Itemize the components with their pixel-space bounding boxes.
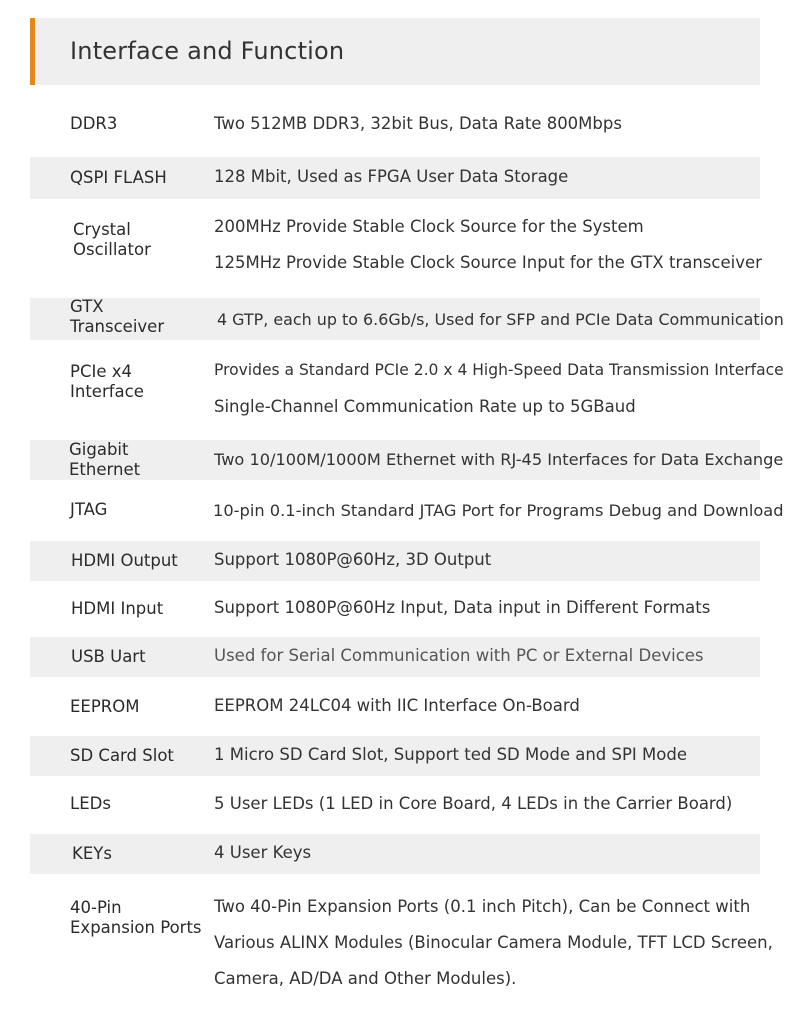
page-title: Interface and Function xyxy=(70,37,345,65)
row-label: DDR3 xyxy=(70,114,118,133)
table-row xyxy=(30,784,760,828)
row-label: PCIe x4 Interface xyxy=(70,362,144,401)
table-row xyxy=(30,834,760,874)
row-description: Two 512MB DDR3, 32bit Bus, Data Rate 800Mbps xyxy=(214,114,622,133)
table-row xyxy=(30,157,760,199)
row-label: GTX Transceiver xyxy=(70,297,165,336)
section-header xyxy=(30,18,760,85)
row-description: 4 User Keys xyxy=(214,843,312,862)
table-row xyxy=(30,348,784,432)
row-label: SD Card Slot xyxy=(70,746,174,765)
table-row xyxy=(30,100,760,148)
row-description: 4 GTP, each up to 6.6Gb/s, Used for SFP and PCIe Data Communication xyxy=(217,310,784,329)
row-description: Support 1080P@60Hz, 3D Output xyxy=(214,550,492,569)
row-label: KEYs xyxy=(72,844,112,863)
row-label: Crystal Oscillator xyxy=(73,220,151,259)
row-description: 125MHz Provide Stable Clock Source Input for the GTX transceiver xyxy=(214,253,762,272)
table-row xyxy=(30,736,760,776)
row-label: HDMI Input xyxy=(71,599,164,618)
header-accent-bar xyxy=(30,18,35,85)
row-description: Two 10/100M/1000M Ethernet with RJ-45 Interfaces for Data Exchange xyxy=(214,450,784,469)
row-label: Gigabit Ethernet xyxy=(69,440,141,479)
row-description: 1 Micro SD Card Slot, Support ted SD Mode and SPI Mode xyxy=(214,745,687,764)
table-row xyxy=(30,440,784,480)
row-description: 200MHz Provide Stable Clock Source for the System xyxy=(214,217,644,236)
row-description: Used for Serial Communication with PC or External Devices xyxy=(214,646,704,665)
table-row xyxy=(30,637,760,677)
row-description: Support 1080P@60Hz Input, Data input in Different Formats xyxy=(214,598,711,617)
row-label: HDMI Output xyxy=(71,551,178,570)
table-row xyxy=(30,541,760,581)
row-label: LEDs xyxy=(70,794,111,813)
row-label: QSPI FLASH xyxy=(70,168,167,187)
row-label: USB Uart xyxy=(71,647,146,666)
row-description: Provides a Standard PCIe 2.0 x 4 High-Speed Data Transmission Interface xyxy=(214,361,784,379)
table-row xyxy=(30,206,760,290)
table-row xyxy=(30,589,760,631)
table-row xyxy=(30,686,760,728)
table-row xyxy=(30,297,784,340)
row-label: EEPROM xyxy=(70,697,140,716)
row-label: 40-Pin Expansion Ports xyxy=(70,898,202,937)
row-description: Camera, AD/DA and Other Modules). xyxy=(214,969,517,988)
row-label: JTAG xyxy=(70,500,108,519)
table-row xyxy=(30,886,773,998)
table-row xyxy=(30,490,784,534)
row-description: EEPROM 24LC04 with IIC Interface On-Board xyxy=(214,696,580,715)
row-description: Single-Channel Communication Rate up to 5GBaud xyxy=(214,397,636,416)
row-description: Two 40-Pin Expansion Ports (0.1 inch Pitch), Can be Connect with xyxy=(214,897,751,916)
row-description: Various ALINX Modules (Binocular Camera Module, TFT LCD Screen, xyxy=(214,933,773,952)
row-description: 128 Mbit, Used as FPGA User Data Storage xyxy=(214,167,569,186)
row-description: 5 User LEDs (1 LED in Core Board, 4 LEDs in the Carrier Board) xyxy=(214,794,733,813)
row-description: 10-pin 0.1-inch Standard JTAG Port for Programs Debug and Download xyxy=(213,501,784,520)
